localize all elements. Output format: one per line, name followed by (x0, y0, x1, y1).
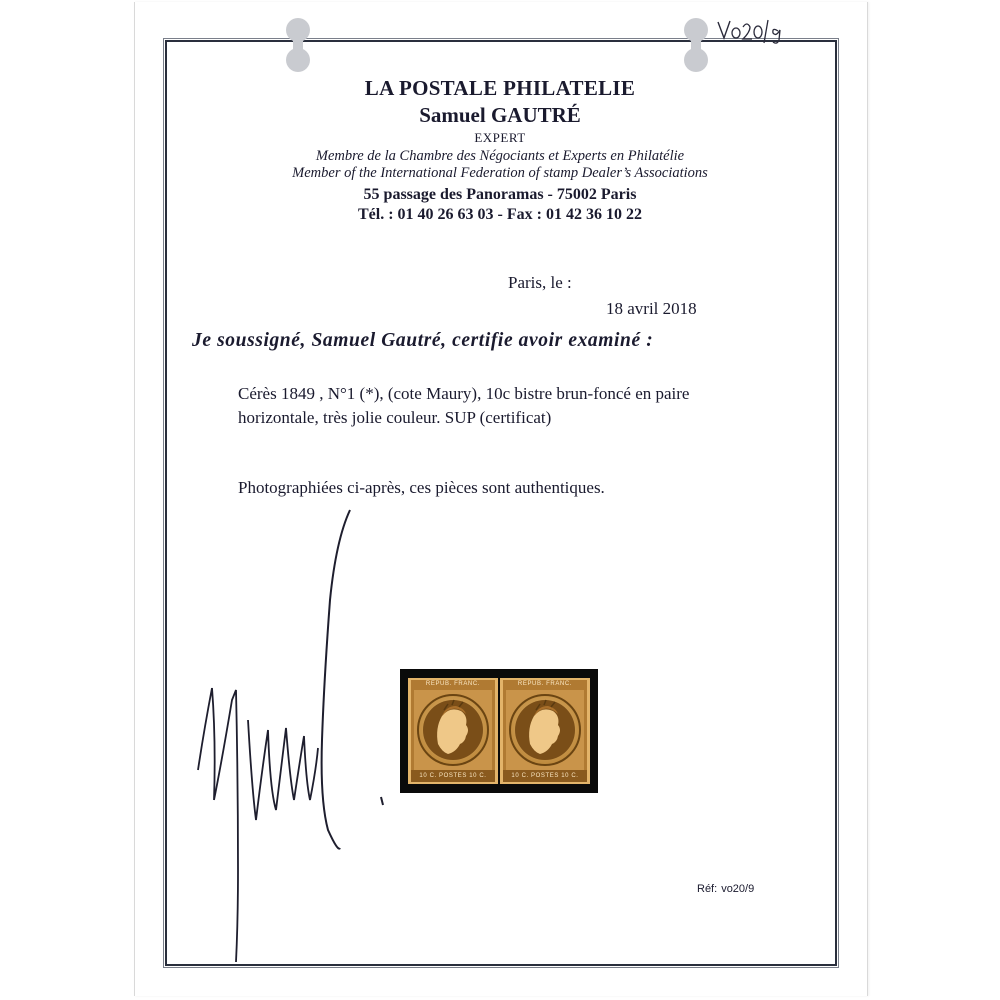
reference-value: vo20/9 (721, 883, 755, 895)
stamp-top-legend: REPUB. FRANC. (517, 681, 573, 687)
phone-fax: Tél. : 01 40 26 63 03 - Fax : 01 42 36 10 22 (358, 206, 642, 223)
reference-number (697, 883, 754, 895)
address: 55 passage des Panoramas - 75002 Paris (363, 186, 637, 203)
ceres-stamp (500, 678, 590, 784)
punch-hole-left (284, 16, 312, 74)
membership-english: Member of the International Federation of stamp Dealer’s Associations (292, 165, 708, 181)
punch-hole-right (682, 16, 710, 74)
ceres-stamp (408, 678, 498, 784)
stamp-pair-photo (400, 669, 598, 793)
stamp-top-legend: REPUB. FRANC. (425, 681, 481, 687)
expert-title: EXPERT (474, 130, 526, 145)
membership-french: Membre de la Chambre des Négociants et Experts en Philatélie (315, 148, 685, 164)
authenticity-statement: Photographiées ci-après, ces pièces sont authentiques. (238, 478, 605, 497)
expert-name: Samuel GAUTRÉ (419, 103, 581, 127)
stamp-bottom-legend: 10 C. POSTES 10 C. (419, 773, 487, 779)
stamp-description-line-1: Cérès 1849 , N°1 (*), (cote Maury), 10c bistre brun-foncé en paire (238, 384, 690, 403)
dateline-city: Paris, le : (508, 273, 572, 292)
company-name: LA POSTALE PHILATELIE (364, 76, 636, 100)
handwritten-reference (716, 18, 788, 44)
dateline-date: 18 avril 2018 (606, 299, 697, 318)
stamp-bottom-legend: 10 C. POSTES 10 C. (511, 773, 579, 779)
reference-label: Réf: (697, 883, 718, 895)
certification-statement: Je soussigné, Samuel Gautré, certifie avoir examiné : (192, 330, 654, 351)
stamp-description-line-2: horizontale, très jolie couleur. SUP (certificat) (238, 408, 552, 427)
